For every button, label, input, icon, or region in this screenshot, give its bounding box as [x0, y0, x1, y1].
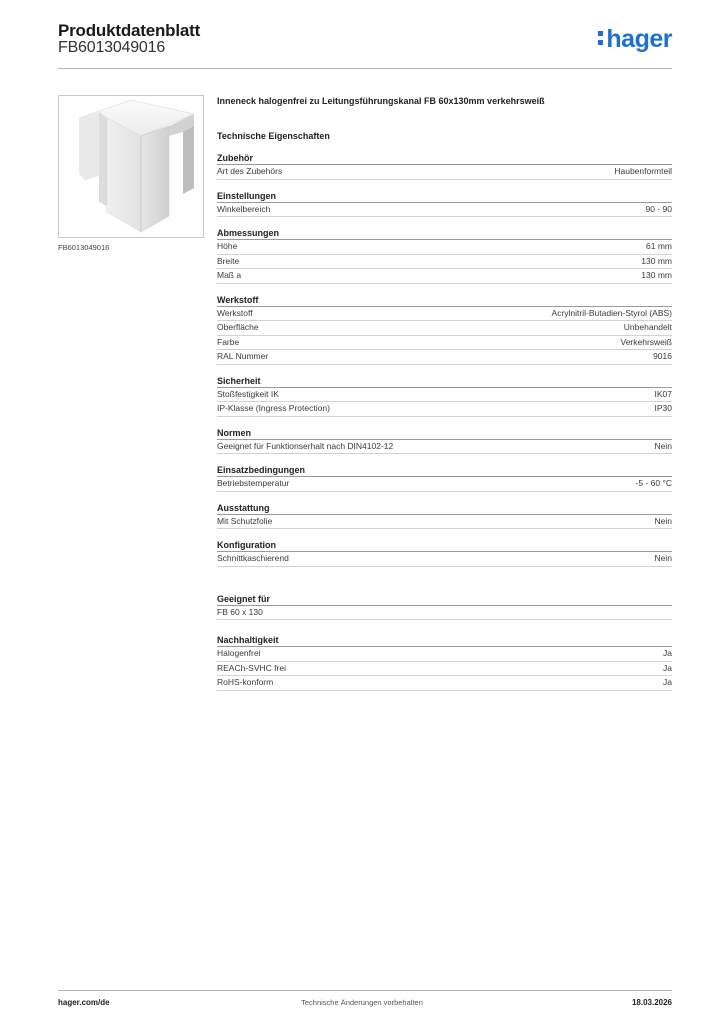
section-heading: Zubehör	[217, 152, 672, 165]
property-label: Werkstoff	[217, 307, 253, 318]
property-row	[217, 336, 672, 351]
property-label: Art des Zubehörs	[217, 166, 283, 176]
section-heading: Einstellungen	[217, 190, 672, 203]
datasheet-content	[217, 96, 672, 691]
property-label: Geeignet für Funktionserhalt nach DIN4102-12	[217, 440, 394, 451]
property-label: RAL Nummer	[217, 351, 269, 361]
property-value: Nein	[654, 553, 672, 563]
property-label: Betriebstemperatur	[217, 478, 290, 488]
property-label: Farbe	[217, 336, 240, 347]
section-heading: Abmessungen	[217, 227, 672, 240]
section-einsatzbedingungen	[217, 464, 672, 492]
property-value: -5 - 60 °C	[635, 478, 672, 488]
section-zubehoer	[217, 152, 672, 180]
footer-website-link[interactable]: hager.com/de	[58, 998, 110, 1007]
section-heading: Einsatzbedingungen	[217, 464, 672, 477]
property-value: Acrylnitril-Butadien-Styrol (ABS)	[551, 307, 672, 318]
logo-dots-icon	[598, 30, 604, 46]
inner-corner-product-icon	[59, 96, 203, 237]
footer-divider	[58, 990, 672, 991]
property-row	[217, 255, 672, 270]
section-geeignet-fuer	[217, 593, 672, 621]
property-row	[217, 676, 672, 691]
property-value: Verkehrsweiß	[620, 336, 672, 347]
section-werkstoff	[217, 294, 672, 365]
section-heading: Werkstoff	[217, 294, 672, 307]
property-value: Ja	[663, 648, 672, 658]
property-value: 130 mm	[641, 255, 672, 266]
property-label: Mit Schutzfolie	[217, 515, 273, 526]
property-value: Ja	[663, 677, 672, 687]
property-row	[217, 321, 672, 336]
section-normen	[217, 427, 672, 455]
product-title: Inneneck halogenfrei zu Leitungsführungskanal FB 60x130mm verkehrsweiß	[217, 96, 545, 106]
section-konfiguration	[217, 539, 672, 567]
section-heading: Ausstattung	[217, 502, 672, 515]
property-row	[217, 388, 672, 403]
property-row	[217, 552, 672, 567]
section-sicherheit	[217, 375, 672, 417]
property-value: Unbehandelt	[623, 322, 672, 332]
logo-text: hager	[606, 25, 672, 53]
section-abmessungen	[217, 227, 672, 284]
product-image	[58, 95, 204, 238]
property-row	[217, 350, 672, 365]
property-label: FB 60 x 130	[217, 606, 263, 617]
property-row	[217, 606, 672, 621]
footer-date: 18.03.2026	[631, 998, 672, 1007]
property-row	[217, 647, 672, 662]
property-row	[217, 440, 672, 455]
property-label: Halogenfrei	[217, 648, 261, 658]
article-number: FB6013049016	[58, 39, 166, 56]
property-row	[217, 662, 672, 677]
property-row	[217, 203, 672, 218]
property-label: Oberfläche	[217, 322, 259, 332]
property-value: 61 mm	[646, 241, 672, 251]
property-label: IP-Klasse (Ingress Protection)	[217, 403, 330, 413]
property-row	[217, 240, 672, 255]
section-nachhaltigkeit	[217, 634, 672, 691]
property-value: 130 mm	[641, 270, 672, 280]
section-heading: Geeignet für	[217, 593, 672, 606]
property-row	[217, 307, 672, 322]
property-value: 90 - 90	[645, 203, 672, 214]
property-label: RoHS-konform	[217, 677, 274, 687]
property-value: IK07	[654, 388, 672, 399]
property-label: Stoßfestigkeit IK	[217, 388, 279, 399]
image-caption: FB6013049016	[58, 243, 110, 252]
property-label: Breite	[217, 255, 240, 266]
property-value: Haubenformteil	[614, 166, 672, 176]
property-label: Maß a	[217, 270, 242, 280]
section-einstellungen	[217, 190, 672, 218]
property-row	[217, 269, 672, 284]
property-value: IP30	[654, 403, 672, 413]
header-divider	[58, 68, 672, 69]
property-row	[217, 402, 672, 417]
section-heading: Normen	[217, 427, 672, 440]
tech-properties-heading: Technische Eigenschaften	[217, 131, 330, 141]
property-label: Höhe	[217, 241, 238, 251]
section-heading: Nachhaltigkeit	[217, 634, 672, 647]
property-label: Winkelbereich	[217, 203, 271, 214]
property-row	[217, 477, 672, 492]
property-label: Schnittkaschierend	[217, 553, 289, 563]
property-value: Nein	[654, 440, 672, 451]
section-heading: Sicherheit	[217, 375, 672, 388]
property-label: REACh-SVHC frei	[217, 662, 286, 673]
property-row	[217, 165, 672, 180]
footer-note: Technische Änderungen vorbehalten	[301, 998, 423, 1007]
property-row	[217, 515, 672, 530]
property-value: Nein	[654, 515, 672, 526]
section-heading: Konfiguration	[217, 539, 672, 552]
property-value: 9016	[653, 351, 672, 361]
property-value: Ja	[663, 662, 672, 673]
doc-title: Produktdatenblatt	[58, 21, 201, 40]
section-ausstattung	[217, 502, 672, 530]
hager-logo	[598, 27, 672, 52]
